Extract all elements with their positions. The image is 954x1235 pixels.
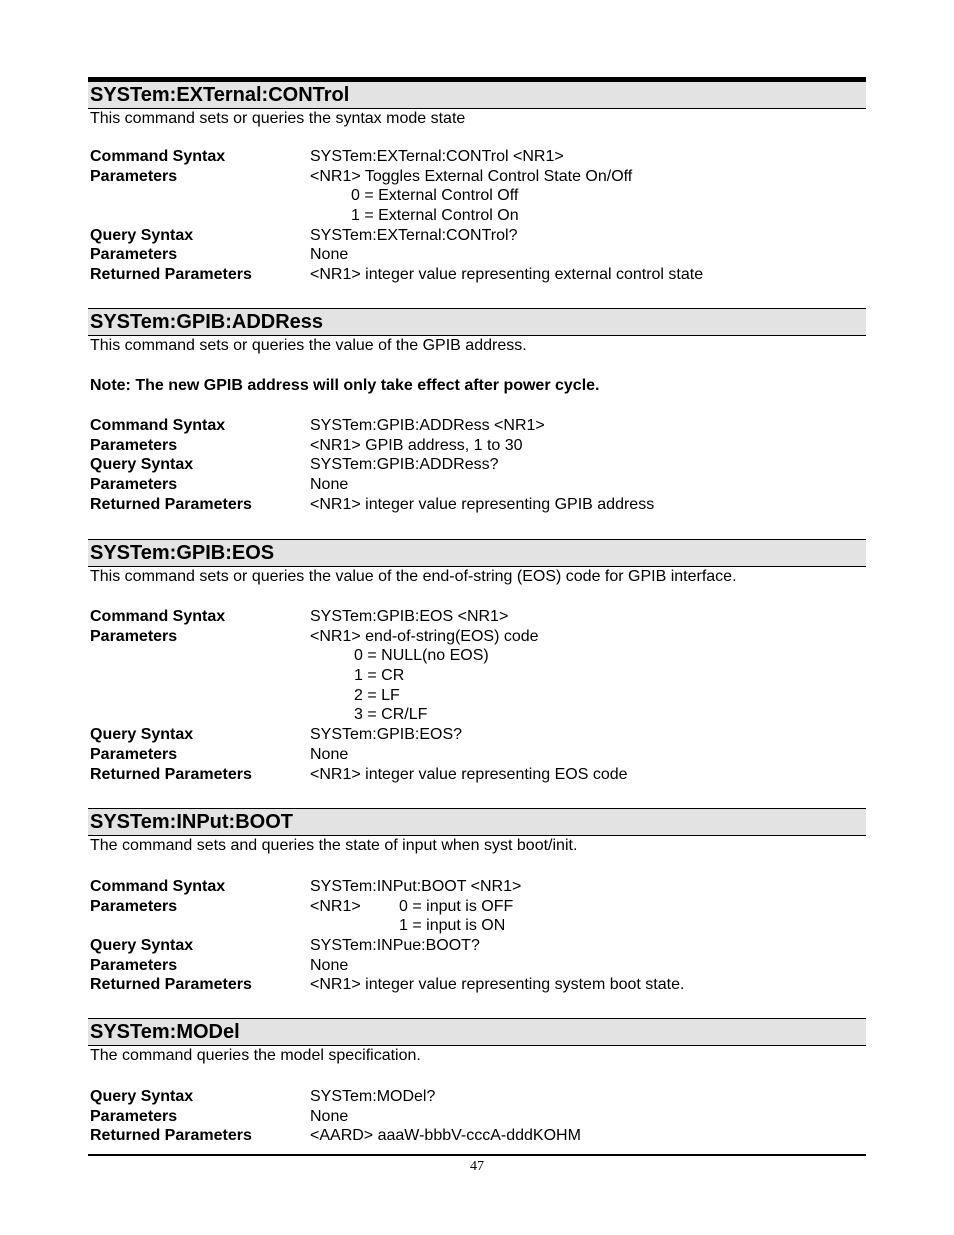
- syntax-row: [88, 877, 866, 897]
- syntax-row: [88, 646, 866, 666]
- row-label: Query Syntax: [90, 456, 194, 474]
- row-value: <NR1> integer value representing system boot state.: [310, 976, 685, 994]
- syntax-row: [88, 265, 866, 285]
- syntax-row: [88, 475, 866, 495]
- row-label: Parameters: [90, 745, 178, 763]
- row-value: None: [310, 246, 349, 264]
- row-value: <NR1> GPIB address, 1 to 30: [310, 436, 523, 454]
- syntax-table: [88, 877, 866, 995]
- section-description: This command sets or queries the syntax mode state: [90, 110, 466, 127]
- row-value-option: 0 = input is OFF: [399, 897, 514, 915]
- row-label: Returned Parameters: [90, 495, 252, 513]
- row-label: Parameters: [90, 246, 178, 264]
- syntax-table: [88, 147, 866, 285]
- section-heading: SYSTem:INPut:BOOT: [88, 808, 866, 836]
- syntax-row: [88, 705, 866, 725]
- section-heading: SYSTem:GPIB:EOS: [88, 539, 866, 567]
- row-value: None: [310, 956, 349, 974]
- syntax-row: [88, 975, 866, 995]
- row-label: Parameters: [90, 897, 178, 915]
- row-label: Query Syntax: [90, 726, 194, 744]
- row-value: <AARD> aaaW-bbbV-cccA-dddKOHM: [310, 1127, 581, 1145]
- row-value: <NR1> end-of-string(EOS) code: [310, 627, 539, 645]
- section-heading: SYSTem:GPIB:ADDRess: [88, 308, 866, 336]
- row-value: <NR1> Toggles External Control State On/Off: [310, 167, 633, 185]
- row-value: 2 = LF: [354, 686, 400, 704]
- section-heading: SYSTem:MODel: [88, 1018, 866, 1046]
- row-value: None: [310, 476, 349, 494]
- row-value: 1 = External Control On: [351, 207, 519, 225]
- syntax-row: [88, 495, 866, 515]
- section-heading: SYSTem:EXTernal:CONTrol: [88, 81, 866, 109]
- row-label: Parameters: [90, 476, 178, 494]
- row-value: SYSTem:GPIB:ADDRess?: [310, 456, 499, 474]
- syntax-row: [88, 416, 866, 436]
- section-description: The command queries the model specification.: [90, 1047, 421, 1064]
- section-system-model: [88, 1018, 866, 1146]
- syntax-row: [88, 725, 866, 745]
- row-value: None: [310, 745, 349, 763]
- syntax-row: [88, 186, 866, 206]
- section-description: This command sets or queries the value of the GPIB address.: [90, 337, 527, 354]
- row-value: SYSTem:GPIB:ADDRess <NR1>: [310, 417, 545, 434]
- page-number: 47: [470, 1159, 484, 1174]
- syntax-table: [88, 1087, 866, 1146]
- syntax-row: [88, 1087, 866, 1107]
- syntax-row: [88, 206, 866, 226]
- syntax-row: [88, 936, 866, 956]
- row-label: Query Syntax: [90, 1088, 194, 1105]
- section-description: The command sets and queries the state of input when syst boot/init.: [90, 837, 578, 854]
- row-label: Query Syntax: [90, 937, 194, 955]
- row-label: Returned Parameters: [90, 1127, 252, 1145]
- syntax-row: [88, 765, 866, 785]
- row-value: <NR1> integer value representing GPIB address: [310, 495, 655, 513]
- syntax-table: [88, 416, 866, 514]
- section-system-input-boot: [88, 808, 866, 995]
- syntax-row: [88, 1107, 866, 1127]
- row-label: Returned Parameters: [90, 266, 252, 284]
- row-value: <NR1> integer value representing EOS code: [310, 765, 628, 783]
- syntax-row: [88, 147, 866, 167]
- row-value: <NR1>: [310, 897, 361, 915]
- syntax-row: [88, 167, 866, 187]
- syntax-row: [88, 226, 866, 246]
- section-system-gpib-address: [88, 308, 866, 514]
- row-value: 1 = CR: [354, 667, 405, 685]
- bottom-rule: [88, 1154, 866, 1156]
- section-description: This command sets or queries the value of the end-of-string (EOS) code for GPIB interface.: [90, 568, 737, 585]
- row-value: SYSTem:MODel?: [310, 1088, 436, 1105]
- row-value: None: [310, 1107, 349, 1125]
- row-label: Parameters: [90, 956, 178, 974]
- row-label: Parameters: [90, 436, 178, 454]
- section-note: Note: The new GPIB address will only take effect after power cycle.: [90, 377, 600, 394]
- syntax-row: [88, 897, 866, 917]
- syntax-row: [88, 956, 866, 976]
- row-label: Command Syntax: [90, 417, 226, 434]
- section-system-external-control: [88, 81, 866, 285]
- row-label: Command Syntax: [90, 878, 226, 895]
- syntax-row: [88, 627, 866, 647]
- row-label: Command Syntax: [90, 608, 226, 625]
- syntax-table: [88, 607, 866, 784]
- row-label: Query Syntax: [90, 226, 194, 244]
- row-value: 3 = CR/LF: [354, 706, 428, 724]
- row-label: Command Syntax: [90, 148, 226, 165]
- row-label: Parameters: [90, 1107, 178, 1125]
- syntax-row: [88, 1126, 866, 1146]
- syntax-row: [88, 916, 866, 936]
- row-value: 1 = input is ON: [399, 917, 506, 935]
- syntax-row: [88, 436, 866, 456]
- row-value: SYSTem:EXTernal:CONTrol <NR1>: [310, 148, 564, 165]
- section-system-gpib-eos: [88, 539, 866, 784]
- row-value: 0 = NULL(no EOS): [354, 647, 489, 665]
- syntax-row: [88, 455, 866, 475]
- row-label: Returned Parameters: [90, 765, 252, 783]
- row-label: Parameters: [90, 627, 178, 645]
- row-value: SYSTem:GPIB:EOS?: [310, 726, 463, 744]
- row-label: Parameters: [90, 167, 178, 185]
- syntax-row: [88, 607, 866, 627]
- syntax-row: [88, 745, 866, 765]
- syntax-row: [88, 245, 866, 265]
- row-value: SYSTem:EXTernal:CONTrol?: [310, 226, 518, 244]
- row-value: <NR1> integer value representing external control state: [310, 266, 704, 284]
- syntax-row: [88, 666, 866, 686]
- syntax-row: [88, 686, 866, 706]
- row-value: SYSTem:GPIB:EOS <NR1>: [310, 608, 509, 625]
- row-label: Returned Parameters: [90, 976, 252, 994]
- row-value: 0 = External Control Off: [351, 187, 519, 205]
- row-value: SYSTem:INPut:BOOT <NR1>: [310, 878, 522, 895]
- row-value: SYSTem:INPue:BOOT?: [310, 937, 480, 955]
